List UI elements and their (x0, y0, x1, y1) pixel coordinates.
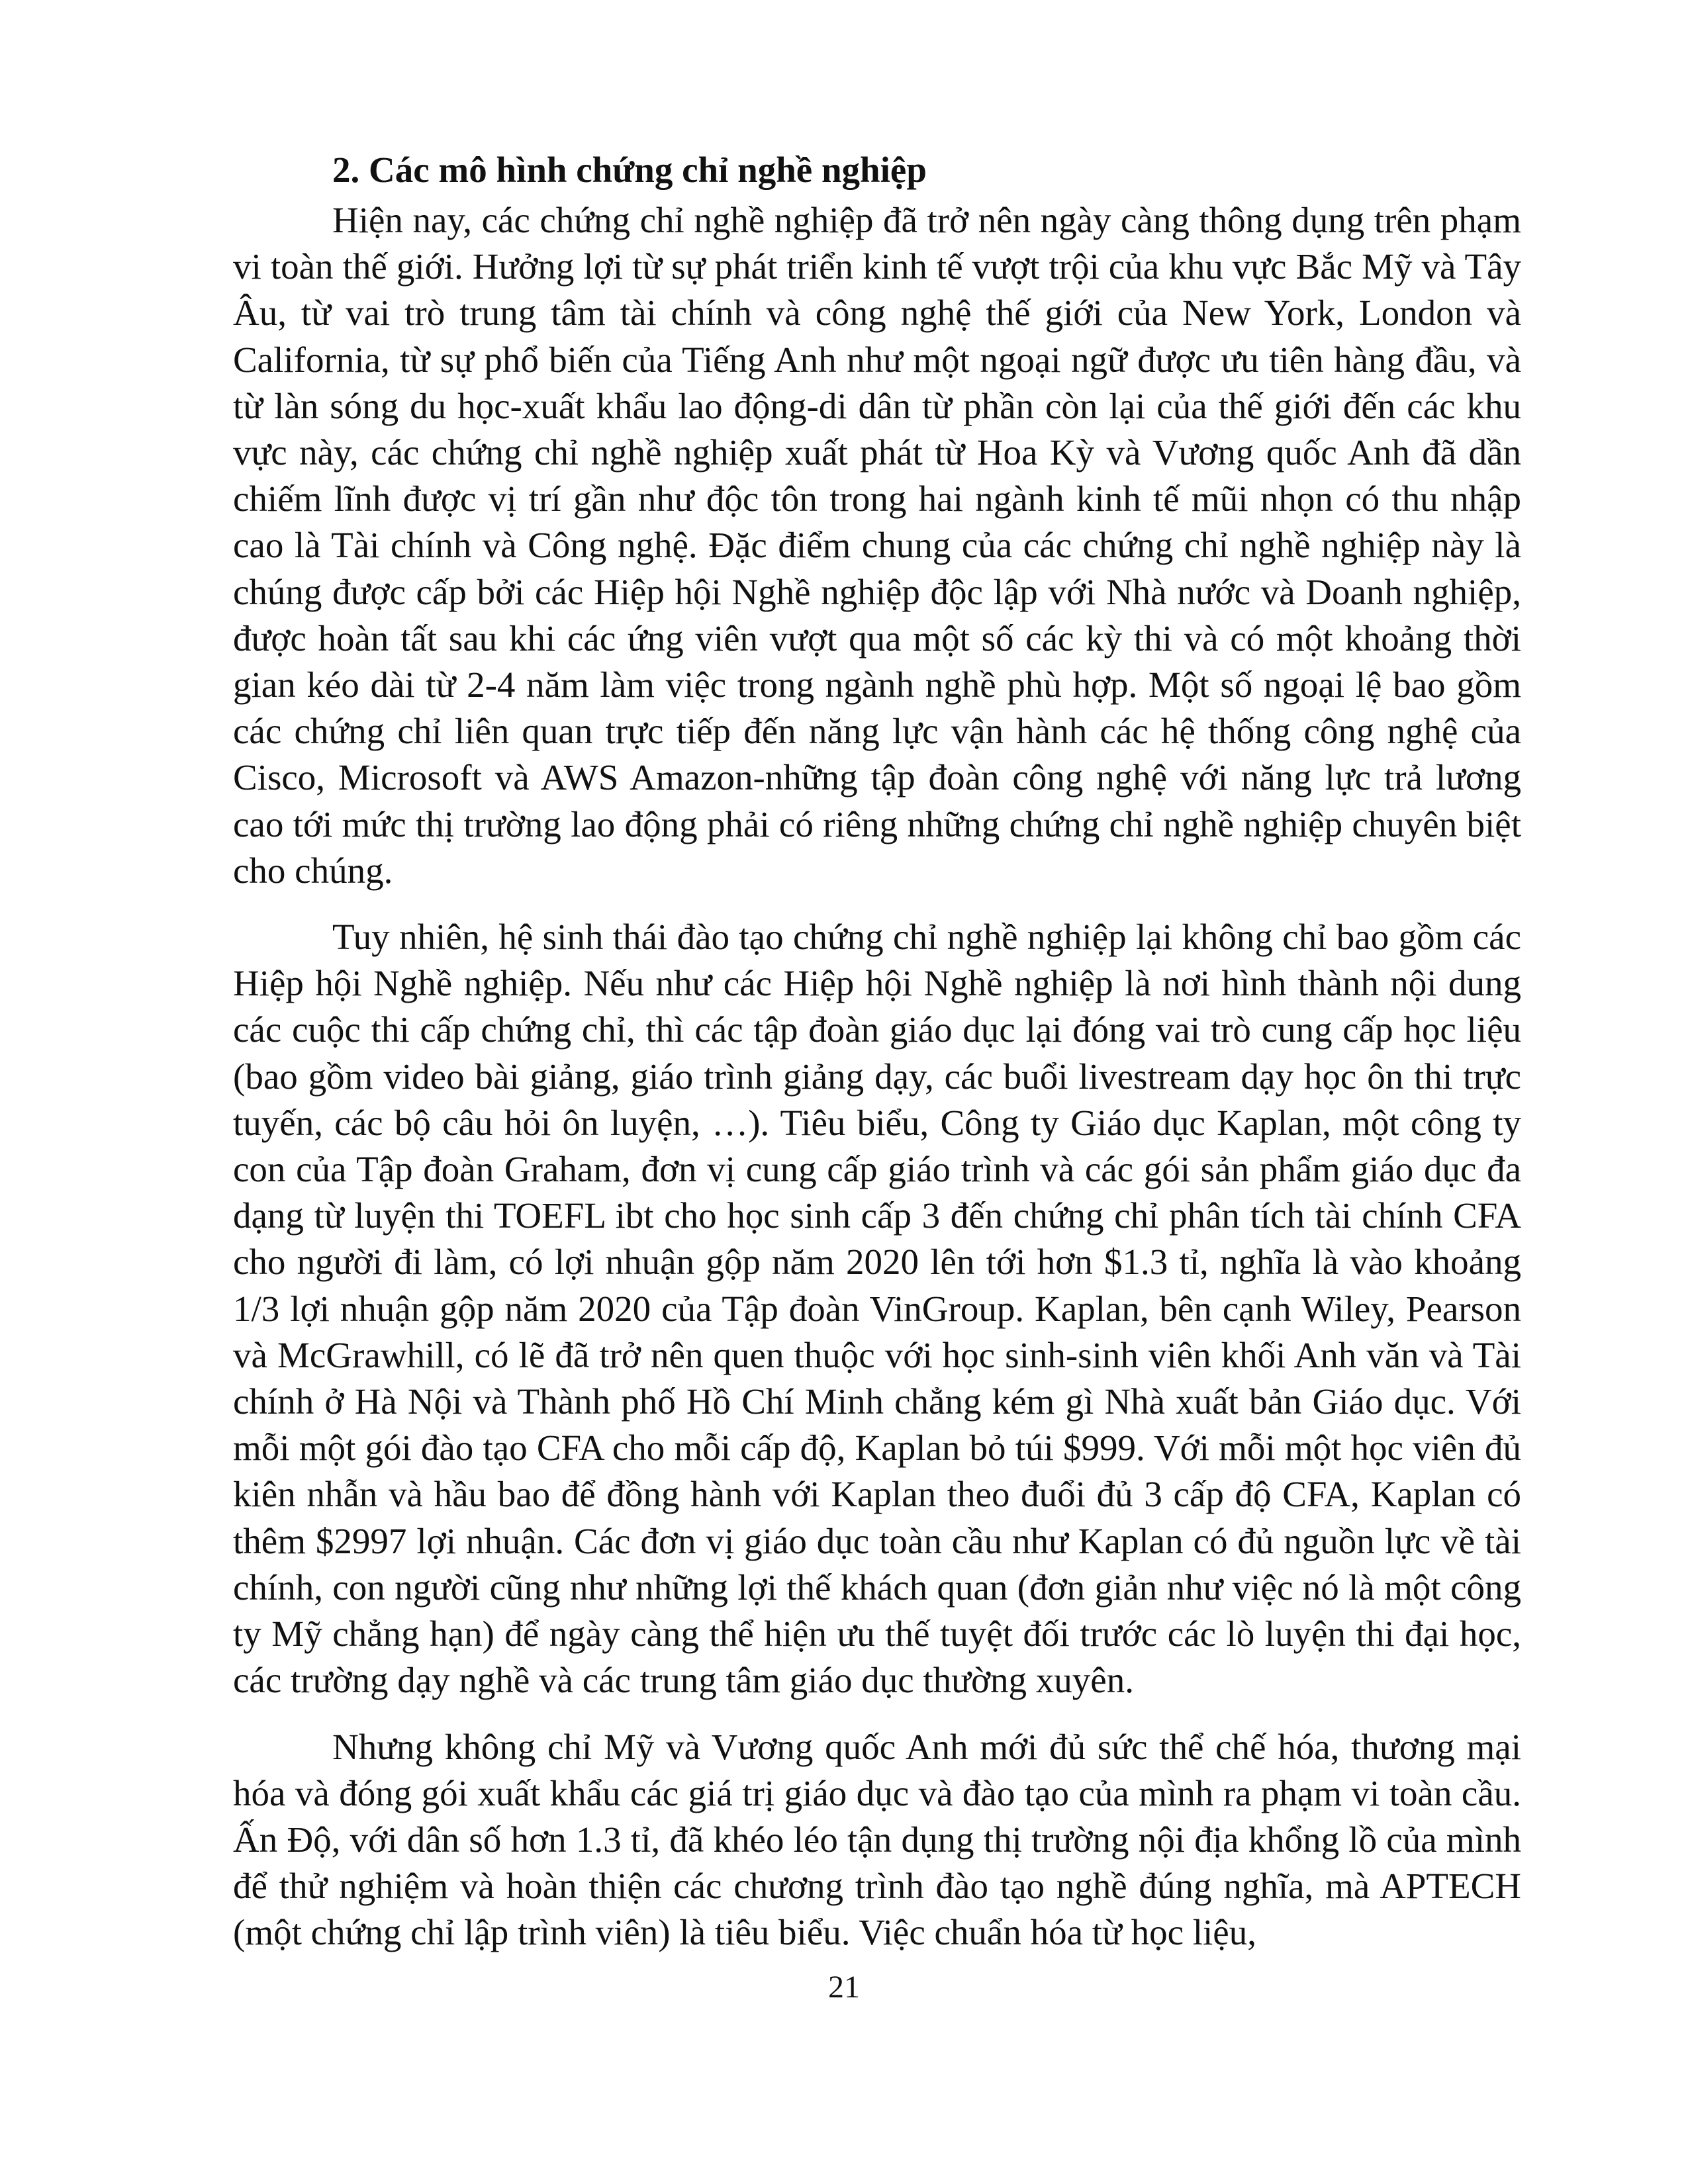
paragraph-3: Nhưng không chỉ Mỹ và Vương quốc Anh mới đủ sức thể chế hóa, thương mại hóa và đóng gói xuất khẩu các giá trị giáo dục và đào tạo của mình ra phạm vi toàn cầu. Ấn Độ, với dân số hơn 1.3 tỉ, đã khéo léo tận dụng thị trường nội địa khổng lồ của mình để thử nghiệm và hoàn thiện các chương trình đào tạo nghề đúng nghĩa, mà APTECH (một chứng chỉ lập trình viên) là tiêu biểu. Việc chuẩn hóa từ học liệu, (233, 1726, 1521, 1953)
section-heading: 2. Các mô hình chứng chỉ nghề nghiệp (332, 150, 927, 190)
paragraph-1: Hiện nay, các chứng chỉ nghề nghiệp đã trở nên ngày càng thông dụng trên phạm vi toàn thế giới. Hưởng lợi từ sự phát triển kinh tế vượt trội của khu vực Bắc Mỹ và Tây Âu, từ vai trò trung tâm tài chính và công nghệ thế giới của New York, London và California, từ sự phổ biến của Tiếng Anh như một ngoại ngữ được ưu tiên hàng đầu, và từ làn sóng du học-xuất khẩu lao động-di dân từ phần còn lại của thế giới đến các khu vực này, các chứng chỉ nghề nghiệp xuất phát từ Hoa Kỳ và Vương quốc Anh đã dần chiếm lĩnh được vị trí gần như độc tôn trong hai ngành kinh tế mũi nhọn có thu nhập cao là Tài chính và Công nghệ. Đặc điểm chung của các chứng chỉ nghề nghiệp này là chúng được cấp bởi các Hiệp hội Nghề nghiệp độc lập với Nhà nước và Doanh nghiệp, được hoàn tất sau khi các ứng viên vượt qua một số các kỳ thi và có một khoảng thời gian kéo dài từ 2-4 năm làm việc trong ngành nghề phù hợp. Một số ngoại lệ bao gồm các chứng chỉ liên quan trực tiếp đến năng lực vận hành các hệ thống công nghệ của Cisco, Microsoft và AWS Amazon-những tập đoàn công nghệ với năng lực trả lương cao tới mức thị trường lao động phải có riêng những chứng chỉ nghề nghiệp chuyên biệt cho chúng. (233, 200, 1521, 891)
page-number: 21 (828, 1970, 860, 2005)
paragraph-2: Tuy nhiên, hệ sinh thái đào tạo chứng chỉ nghề nghiệp lại không chỉ bao gồm các Hiệp hội Nghề nghiệp. Nếu như các Hiệp hội Nghề nghiệp là nơi hình thành nội dung các cuộc thi cấp chứng chỉ, thì các tập đoàn giáo dục lại đóng vai trò cung cấp học liệu (bao gồm video bài giảng, giáo trình giảng dạy, các buổi livestream dạy học ôn thi trực tuyến, các bộ câu hỏi ôn luyện, …). Tiêu biểu, Công ty Giáo dục Kaplan, một công ty con của Tập đoàn Graham, đơn vị cung cấp giáo trình và các gói sản phẩm giáo dục đa dạng từ luyện thi TOEFL ibt cho học sinh cấp 3 đến chứng chỉ phân tích tài chính CFA cho người đi làm, có lợi nhuận gộp năm 2020 lên tới hơn $1.3 tỉ, nghĩa là vào khoảng 1/3 lợi nhuận gộp năm 2020 của Tập đoàn VinGroup. Kaplan, bên cạnh Wiley, Pearson và McGrawhill, có lẽ đã trở nên quen thuộc với học sinh-sinh viên khối Anh văn và Tài chính ở Hà Nội và Thành phố Hồ Chí Minh chẳng kém gì Nhà xuất bản Giáo dục. Với mỗi một gói đào tạo CFA cho mỗi cấp độ, Kaplan bỏ túi $999. Với mỗi một học viên đủ kiên nhẫn và hầu bao để đồng hành với Kaplan theo đuổi đủ 3 cấp độ CFA, Kaplan có thêm $2997 lợi nhuận. Các đơn vị giáo dục toàn cầu như Kaplan có đủ nguồn lực về tài chính, con người cũng như những lợi thế khách quan (đơn giản như việc nó là một công ty Mỹ chẳng hạn) để ngày càng thể hiện ưu thế tuyệt đối trước các lò luyện thi đại học, các trường dạy nghề và các trung tâm giáo dục thường xuyên. (233, 917, 1521, 1701)
page-content (233, 147, 1521, 1976)
